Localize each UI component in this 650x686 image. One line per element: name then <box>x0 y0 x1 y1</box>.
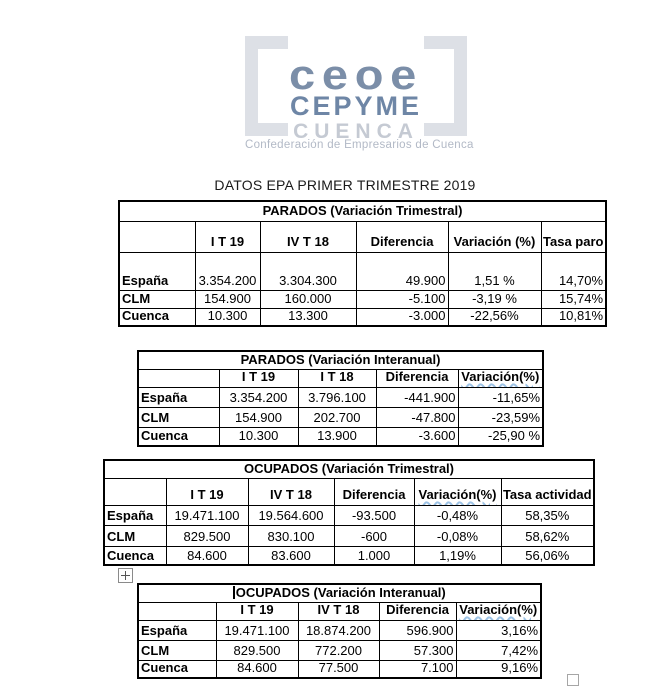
text-cursor-caret <box>233 586 235 599</box>
data-cell[interactable]: 49.900 <box>356 252 448 290</box>
col-header[interactable]: Variación (%) <box>448 221 541 252</box>
data-cell[interactable]: 830.100 <box>248 525 334 546</box>
row-label[interactable]: Cuenca <box>138 427 219 446</box>
col-header-empty[interactable] <box>138 602 216 620</box>
data-cell[interactable]: -0,08% <box>414 525 501 546</box>
logo-org-text: CEPYME <box>289 91 423 121</box>
logo-brand-text: ceoe <box>288 51 424 98</box>
table-title[interactable]: OCUPADOS (Variación Interanual) <box>138 584 541 602</box>
table-resize-handle-icon[interactable] <box>567 674 579 686</box>
data-cell[interactable]: -3,19 % <box>448 290 541 308</box>
col-header-empty[interactable] <box>138 369 219 387</box>
data-cell[interactable]: 15,74% <box>541 290 606 308</box>
data-cell[interactable]: 58,35% <box>501 505 594 525</box>
col-header[interactable]: Diferencia <box>379 602 456 620</box>
table-parados-interanual <box>137 350 544 447</box>
col-header[interactable]: Diferencia <box>376 369 458 387</box>
row-label[interactable]: Cuenca <box>104 546 166 565</box>
table-parados-trimestral <box>118 200 607 327</box>
data-cell[interactable]: -3.600 <box>376 427 458 446</box>
table-row <box>104 525 594 546</box>
spellcheck-underlined-text: Variación(%) <box>418 487 497 502</box>
table-row <box>138 660 541 678</box>
data-cell[interactable]: 3.354.200 <box>219 387 298 407</box>
table-row <box>119 290 606 308</box>
col-header-empty[interactable] <box>104 478 166 505</box>
page-title[interactable]: DATOS EPA PRIMER TRIMESTRE 2019 <box>214 177 476 193</box>
col-header[interactable] <box>414 478 501 505</box>
data-cell[interactable]: 3.354.200 <box>195 252 260 290</box>
data-cell[interactable]: 57.300 <box>379 640 456 660</box>
data-cell[interactable]: 7.100 <box>379 660 456 678</box>
row-label[interactable]: CLM <box>104 525 166 546</box>
data-cell[interactable]: 10,81% <box>541 308 606 326</box>
row-label[interactable]: Cuenca <box>119 308 195 326</box>
table-title[interactable]: PARADOS (Variación Interanual) <box>138 351 543 369</box>
row-label[interactable]: España <box>138 387 219 407</box>
data-cell[interactable]: 829.500 <box>166 525 248 546</box>
col-header[interactable]: I T 18 <box>298 369 376 387</box>
col-header[interactable]: IV T 18 <box>260 221 356 252</box>
col-header-empty[interactable] <box>119 221 195 252</box>
data-cell[interactable]: -600 <box>334 525 414 546</box>
data-cell[interactable]: 10.300 <box>219 427 298 446</box>
row-label[interactable]: España <box>119 252 195 290</box>
table-row <box>138 387 543 407</box>
col-header[interactable]: Diferencia <box>356 221 448 252</box>
data-cell[interactable]: -93.500 <box>334 505 414 525</box>
col-header[interactable]: I T 19 <box>166 478 248 505</box>
data-cell[interactable]: -441.900 <box>376 387 458 407</box>
data-cell[interactable]: -25,90 % <box>458 427 543 446</box>
col-header[interactable]: Diferencia <box>334 478 414 505</box>
table-title[interactable]: PARADOS (Variación Trimestral) <box>119 201 606 221</box>
row-label[interactable]: CLM <box>138 407 219 427</box>
data-cell[interactable]: 154.900 <box>195 290 260 308</box>
table-move-handle-icon[interactable] <box>118 568 133 583</box>
logo-tagline: Confederación de Empresarios de Cuenca <box>245 139 474 151</box>
data-cell[interactable]: 58,62% <box>501 525 594 546</box>
data-cell[interactable]: 13.300 <box>260 308 356 326</box>
data-cell[interactable]: 84.600 <box>166 546 248 565</box>
data-cell[interactable]: 14,70% <box>541 252 606 290</box>
row-label[interactable]: España <box>104 505 166 525</box>
table-row <box>138 427 543 446</box>
table-row <box>138 620 541 640</box>
table-row <box>138 640 541 660</box>
data-cell[interactable]: 10.300 <box>195 308 260 326</box>
table-ocupados-interanual <box>137 583 542 679</box>
data-cell[interactable]: 18.874.200 <box>298 620 379 640</box>
col-header[interactable]: IV T 18 <box>248 478 334 505</box>
data-cell[interactable]: 77.500 <box>298 660 379 678</box>
table-title[interactable]: OCUPADOS (Variación Trimestral) <box>104 460 594 478</box>
data-cell[interactable]: -11,65% <box>458 387 543 407</box>
data-cell[interactable]: 83.600 <box>248 546 334 565</box>
data-cell[interactable]: -22,56% <box>448 308 541 326</box>
data-cell[interactable]: 19.564.600 <box>248 505 334 525</box>
col-header[interactable]: Tasa actividad <box>501 478 594 505</box>
col-header[interactable]: I T 19 <box>219 369 298 387</box>
data-cell[interactable]: -5.100 <box>356 290 448 308</box>
data-cell[interactable]: 9,16% <box>456 660 541 678</box>
data-cell[interactable]: 202.700 <box>298 407 376 427</box>
data-cell[interactable]: -23,59% <box>458 407 543 427</box>
spellcheck-underlined-text: Variación(%) <box>461 369 540 384</box>
table-row <box>138 407 543 427</box>
col-header[interactable] <box>456 602 541 620</box>
row-label[interactable]: Cuenca <box>138 660 216 678</box>
spellcheck-underlined-text: Variación(%) <box>459 602 538 617</box>
data-cell[interactable]: 1,51 % <box>448 252 541 290</box>
ceoe-cepyme-logo <box>245 36 474 151</box>
col-header[interactable]: I T 19 <box>195 221 260 252</box>
col-header[interactable]: IV T 18 <box>298 602 379 620</box>
data-cell[interactable]: 13.900 <box>298 427 376 446</box>
data-cell[interactable]: -0,48% <box>414 505 501 525</box>
data-cell[interactable]: -47.800 <box>376 407 458 427</box>
row-label[interactable]: España <box>138 620 216 640</box>
data-cell[interactable]: -3.000 <box>356 308 448 326</box>
col-header[interactable]: Tasa paro <box>541 221 606 252</box>
table-row <box>104 505 594 525</box>
data-cell[interactable]: 772.200 <box>298 640 379 660</box>
data-cell[interactable]: 596.900 <box>379 620 456 640</box>
data-cell[interactable]: 56,06% <box>501 546 594 565</box>
col-header[interactable] <box>458 369 543 387</box>
data-cell[interactable]: 829.500 <box>216 640 298 660</box>
data-cell[interactable]: 3.796.100 <box>298 387 376 407</box>
data-cell[interactable]: 1.000 <box>334 546 414 565</box>
table-row <box>119 252 606 290</box>
data-cell[interactable]: 19.471.100 <box>216 620 298 640</box>
table-row <box>104 546 594 565</box>
col-header[interactable]: I T 19 <box>216 602 298 620</box>
row-label[interactable]: CLM <box>119 290 195 308</box>
data-cell[interactable]: 19.471.100 <box>166 505 248 525</box>
data-cell[interactable]: 1,19% <box>414 546 501 565</box>
table-ocupados-trimestral <box>103 459 595 566</box>
table-row <box>119 308 606 326</box>
data-cell[interactable]: 3.304.300 <box>260 252 356 290</box>
data-cell[interactable]: 154.900 <box>219 407 298 427</box>
data-cell[interactable]: 84.600 <box>216 660 298 678</box>
row-label[interactable]: CLM <box>138 640 216 660</box>
data-cell[interactable]: 7,42% <box>456 640 541 660</box>
data-cell[interactable]: 160.000 <box>260 290 356 308</box>
data-cell[interactable]: 3,16% <box>456 620 541 640</box>
move-cross-horizontal <box>121 575 130 576</box>
logo-city-text: CUENCA <box>293 120 419 143</box>
